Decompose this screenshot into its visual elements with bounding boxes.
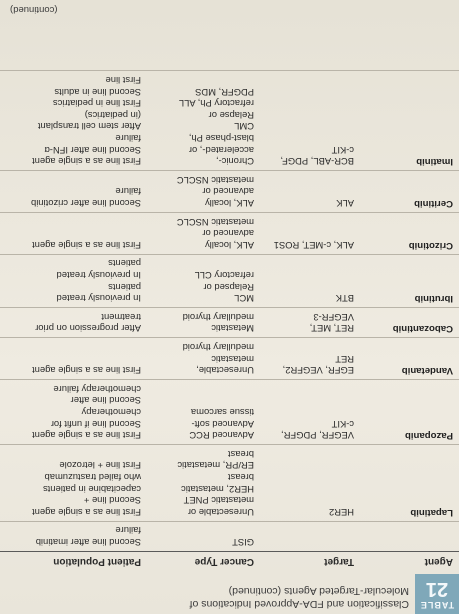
cancer-type-cell-line: CML — [234, 121, 254, 133]
patient-population-cell — [1, 365, 141, 377]
patient-population-cell — [1, 258, 141, 304]
cancer-type-cell — [144, 269, 254, 304]
cancer-type-cell — [144, 536, 254, 548]
cancer-type-cell — [144, 406, 254, 441]
patient-population-cell — [1, 239, 141, 251]
cancer-type-cell-line: blast-phase Ph, — [188, 133, 254, 145]
patient-population-cell-line: chemotherapy failure — [53, 383, 141, 395]
target-cell — [259, 418, 354, 441]
patient-population-cell-line: First line as a single agent — [32, 156, 141, 168]
target-cell-line: HER2 — [328, 506, 354, 518]
target-cell — [259, 239, 354, 251]
cancer-type-cell-line: MCL — [234, 293, 254, 305]
target-cell-line: EGFR, VEGFR2, — [282, 365, 354, 377]
patient-population-cell-line: failure — [115, 133, 141, 145]
header-patient-population: Patient Population — [53, 556, 141, 567]
table-body — [0, 70, 459, 551]
target-cell-line: c-KIT — [331, 144, 354, 156]
cancer-type-cell-line: advanced or — [202, 228, 254, 240]
cancer-type-cell-line: metastatic NSCLC — [176, 174, 254, 186]
patient-population-cell-line: First line as a single agent — [32, 430, 141, 442]
cancer-type-cell-line: Chronic-, — [215, 156, 254, 168]
agent-name: Imatinib — [416, 156, 453, 168]
patient-population-cell-line: First line as a single agent — [32, 506, 141, 518]
cancer-type-cell-line: Advanced RCC — [189, 430, 254, 442]
target-cell-line: VEGFR-3 — [313, 311, 354, 323]
title-line: Molecular-Targeted Agents (continued) — [228, 585, 409, 597]
target-cell — [259, 293, 354, 305]
patient-population-cell-line: Second line in adults — [54, 86, 141, 98]
header-target: Target — [324, 556, 354, 567]
patient-population-cell — [1, 186, 141, 209]
patient-population-cell-line: patients — [108, 258, 141, 270]
table-badge — [415, 574, 459, 614]
cancer-type-cell — [144, 216, 254, 251]
target-cell — [259, 506, 354, 518]
cancer-type-cell — [144, 341, 254, 376]
cancer-type-cell-line: Metastatic — [211, 323, 254, 335]
cancer-type-cell-line: metastatic NSCLC — [176, 216, 254, 228]
badge-number: 21 — [425, 578, 449, 600]
cancer-type-cell — [144, 174, 254, 209]
cancer-type-cell-line: breast — [227, 448, 254, 460]
patient-population-cell-line: After stem cell transplant — [37, 121, 141, 133]
agent-name: Pazopanib — [405, 430, 453, 442]
patient-population-cell — [1, 75, 141, 168]
cancer-type-cell-line: accelerated-, or — [188, 144, 254, 156]
patient-population-cell-line: capecitabine in patients — [43, 483, 141, 495]
agent-name: Ceritinib — [414, 198, 453, 210]
target-cell — [259, 144, 354, 167]
patient-population-cell — [1, 311, 141, 334]
table-header — [0, 551, 459, 570]
patient-population-cell-line: In previously treated — [56, 270, 141, 282]
header-agent: Agent — [424, 556, 453, 567]
table-row — [0, 337, 459, 379]
patient-population-cell-line: Second line after IFN-α — [44, 144, 141, 156]
patient-population-cell-line: Second line after imatinib — [35, 537, 141, 548]
agent-name: Vandetanib — [401, 365, 453, 377]
patient-population-cell-line: In previously treated — [56, 293, 141, 305]
patient-population-cell-line: Second line + — [83, 495, 141, 507]
patient-population-cell-line: After progression on prior — [35, 323, 141, 335]
cancer-type-cell-line: ER/PR, metastatic — [177, 460, 254, 472]
target-cell — [259, 311, 354, 334]
table-caption — [0, 572, 459, 614]
agent-name: Lapatinib — [410, 506, 453, 518]
patient-population-cell-line: patients — [108, 281, 141, 293]
patient-population-cell-line: who failed trastuzumab — [44, 472, 141, 484]
patient-population-cell-line: chemotherapy — [81, 407, 141, 419]
cancer-type-cell-line: breast — [227, 472, 254, 484]
cancer-type-cell-line: Unresectable, — [196, 365, 254, 377]
table-row — [0, 212, 459, 254]
badge-word: TABLE — [419, 600, 455, 610]
patient-population-cell-line: Second line if unfit for — [50, 418, 141, 430]
target-cell-line: RET, MET, — [309, 323, 354, 335]
patient-population-cell-line: failure — [115, 525, 141, 537]
agent-name: Crizotinib — [408, 239, 453, 251]
table-row — [0, 521, 459, 551]
table-row — [0, 170, 459, 212]
patient-population-cell-line: treatment — [101, 311, 141, 323]
cancer-type-cell-line: ALK, locally — [205, 198, 254, 210]
patient-population-cell — [1, 460, 141, 518]
target-cell-line: c-KIT — [331, 418, 354, 430]
continued-note: (continued) — [10, 4, 58, 15]
patient-population-cell-line: Second line after crizotinib — [31, 198, 141, 210]
cancer-type-cell-line: GIST — [232, 537, 254, 548]
target-cell-line: ALK — [336, 198, 354, 210]
patient-population-cell-line: Second line after — [70, 395, 141, 407]
cancer-type-cell-line: metastatic — [211, 353, 254, 365]
agent-name: Ibrutinib — [414, 293, 453, 305]
cancer-type-cell-line: metastatic PNET — [183, 495, 254, 507]
target-cell-line: VEGFR, PDGFR, — [281, 430, 354, 442]
target-cell-line: BTK — [335, 293, 354, 305]
agent-name: Cabozantinib — [392, 323, 453, 335]
table-row — [0, 70, 459, 170]
patient-population-cell-line: First line — [105, 75, 141, 87]
cancer-type-cell-line: medullary thyroid — [182, 342, 254, 354]
cancer-type-cell-line: medullary thyroid — [182, 311, 254, 323]
target-cell-line: RET — [335, 353, 354, 365]
target-cell — [259, 353, 354, 376]
target-cell-line: BCR-ABL, PDGF, — [280, 156, 354, 168]
cancer-type-cell-line: tissue sarcoma — [190, 407, 254, 419]
title-line: Classification and FDA-Approved Indications of — [189, 598, 409, 610]
cancer-type-cell-line: Relapsed or — [203, 281, 254, 293]
cancer-type-cell-line: Relapse or — [208, 109, 254, 121]
cancer-type-cell-line: Advanced soft- — [191, 418, 254, 430]
cancer-type-cell — [144, 448, 254, 518]
patient-population-cell-line: First line in pediatrics — [52, 98, 141, 110]
table-row — [0, 379, 459, 444]
cancer-type-cell — [144, 311, 254, 334]
patient-population-cell-line: First line + letrozole — [59, 460, 141, 472]
header-cancer-type: Cancer Type — [194, 556, 254, 567]
target-cell-line: ALK, c-MET, ROS1 — [273, 239, 354, 251]
cancer-type-cell-line: refractory CLL — [194, 270, 254, 282]
patient-population-cell — [1, 525, 141, 548]
patient-population-cell-line: (in pediatrics) — [84, 109, 141, 121]
table-row — [0, 444, 459, 521]
patient-population-cell — [1, 383, 141, 441]
patient-population-cell-line: First line as a single agent — [32, 239, 141, 251]
cancer-type-cell — [144, 86, 254, 167]
target-cell — [259, 197, 354, 209]
cancer-type-cell-line: ALK, locally — [205, 239, 254, 251]
cancer-type-cell-line: advanced or — [202, 186, 254, 198]
table-row — [0, 307, 459, 337]
patient-population-cell-line: failure — [115, 186, 141, 198]
cancer-type-cell-line: refractory Ph, ALL — [178, 98, 254, 110]
cancer-type-cell-line: PDGFR, MDS — [195, 86, 254, 98]
table-row — [0, 254, 459, 307]
cancer-type-cell-line: HER2, metastatic — [181, 483, 254, 495]
patient-population-cell-line: First line as a single agent — [32, 365, 141, 377]
table-title — [190, 584, 415, 614]
cancer-type-cell-line: Unresectable or — [187, 506, 254, 518]
